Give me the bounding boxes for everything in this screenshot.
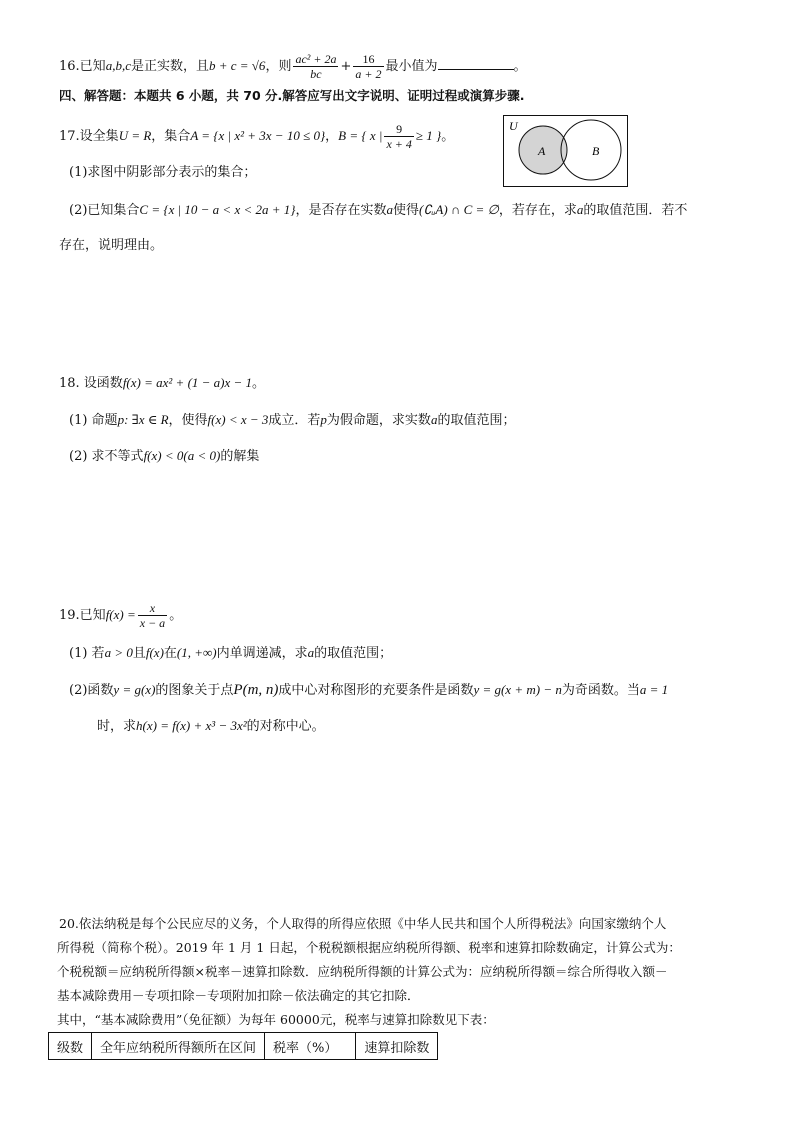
q18-part2 (69, 446, 259, 467)
q20-line-4: 基本减除费用－专项扣除－专项附加扣除－依法确定的其它扣除． (57, 988, 420, 1003)
q16-then: ，则 (265, 59, 292, 74)
answer-blank[interactable] (438, 57, 514, 70)
q17-sep: ， (325, 129, 339, 144)
q16-suffix: 最小值为 (385, 59, 438, 74)
q16-end: 。 (513, 59, 527, 74)
q17-set-a: A = {x | x² + 3x − 10 ≤ 0} (190, 128, 326, 143)
q17-fracB-numerator: 9 (384, 122, 413, 137)
q17-prefix: 17.设全集 (59, 129, 119, 144)
q16-frac2-denominator: a + 2 (355, 67, 382, 81)
q17-var-a: a (386, 202, 393, 217)
q18-line (59, 373, 265, 394)
q19-p2-point: P(m, n) (233, 682, 279, 698)
q17-fracB-denominator: x + 4 (386, 137, 412, 151)
q18-proposition: p: ∃x ∈ R (117, 412, 169, 427)
table-header-row (49, 1033, 438, 1060)
q18-p1-b: ，使得 (168, 413, 208, 428)
q20-line-1: 20.依法纳税是每个公民应尽的义务，个人取得的所得应依照《中华人民共和国个人所得税法》向国家缴纳个人 (59, 916, 667, 931)
q17-end: 。 (441, 129, 455, 144)
q19-p1-b: 且 (132, 646, 146, 661)
q19-p2-g: y = g(x) (113, 682, 156, 697)
q17-part2-b: ，是否存在实数 (295, 203, 387, 218)
table-header-level: 级数 (49, 1033, 92, 1060)
q17-set-b-pre: B = { x | (338, 128, 383, 143)
q19-part1 (69, 643, 392, 664)
q17-part2-e: 的取值范围．若不 (583, 203, 688, 218)
q18-p2-b: 的解集 (220, 449, 260, 464)
venn-diagram (503, 115, 628, 187)
q17-part2-a: (2)已知集合 (69, 203, 140, 218)
q18-p1-a: (1) 命题 (69, 413, 118, 428)
q17-mid: ，集合 (151, 129, 191, 144)
q19-p1-condition: a > 0 (104, 645, 133, 660)
q20-line-5: 其中，“基本减除费用”（免征额）为每年 60000元，税率与速算扣除数见下表： (57, 1012, 495, 1027)
q19-p2-a: (2)函数 (69, 683, 114, 698)
q18-part1 (69, 410, 515, 431)
q19-p1-d: 内单调递减，求 (216, 646, 308, 661)
q16-mid: 是正实数，且 (130, 59, 209, 74)
q19-p2-h: h(x) = f(x) + x³ − 3x² (136, 718, 247, 733)
q19-p2-line2-a: 时，求 (97, 719, 137, 734)
q19-part2-line2 (97, 716, 325, 737)
q19-p1-f: f(x) (145, 645, 164, 660)
q19-p1-var: a (307, 645, 315, 660)
q18-p1-e: 的取值范围； (437, 413, 516, 428)
q16-vars: a,b,c (105, 58, 131, 73)
q16-frac2-numerator: 16 (353, 52, 383, 67)
q17-part2-c: 使得 (392, 203, 419, 218)
venn-label-b: B (592, 144, 600, 158)
q17-line (59, 122, 454, 151)
q16-frac1-denominator: bc (310, 67, 322, 81)
q20-line-3: 个税税额＝应纳税所得额×税率－速算扣除数．应纳税所得额的计算公式为：应纳税所得额＝综合所得收入额－ (57, 964, 668, 979)
section-heading: 四、解答题：本题共 6 小题，共 70 分.解答应写出文字说明、证明过程或演算步骤. (59, 88, 525, 103)
q18-prefix: 18. 设函数 (59, 376, 123, 391)
q18-var-a: a (430, 412, 438, 427)
q19-p1-c: 在 (163, 646, 177, 661)
q19-end: 。 (169, 608, 183, 623)
q19-part2 (69, 680, 668, 701)
table-header-deduction: 速算扣除数 (356, 1033, 438, 1060)
table-header-range: 全年应纳税所得额所在区间 (92, 1033, 265, 1060)
q19-p2-line2-b: 的对称中心。 (246, 719, 325, 734)
q19-p2-c: 成中心对称图形的充要条件是函数 (278, 683, 474, 698)
q17-set-b-fraction (384, 122, 413, 151)
tax-rate-table (48, 1032, 438, 1060)
q19-p2-a1: a = 1 (639, 682, 669, 697)
q16-fraction-2 (353, 52, 383, 81)
table-header-rate: 税率（%） (265, 1033, 356, 1060)
q19-p2-b: 的图象关于点 (155, 683, 234, 698)
q19-p1-e: 的取值范围； (314, 646, 393, 661)
q17-part1: (1)求图中阴影部分表示的集合； (69, 165, 257, 180)
q19-frac-numerator: x (138, 601, 167, 616)
q18-inequality: f(x) < x − 3 (207, 412, 269, 427)
venn-label-u: U (509, 119, 518, 133)
q19-line (59, 600, 182, 631)
q17-condition: (∁ᵤA) ∩ C = ∅ (419, 202, 499, 217)
q17-var-a-2: a (576, 202, 584, 217)
venn-circle-b (561, 120, 621, 180)
q16-frac1-numerator: ac² + 2a (295, 52, 337, 66)
venn-label-a: A (538, 144, 546, 158)
q18-p1-d: 为假命题，求实数 (326, 413, 431, 428)
q16-plus: + (340, 59, 352, 74)
q19-frac-denominator: x − a (139, 616, 166, 630)
q17-part2 (69, 200, 687, 221)
q19-p1-interval: (1, +∞) (176, 645, 217, 660)
q19-p1-a: (1) 若 (69, 646, 105, 661)
q16-condition: b + c = √6 (208, 58, 266, 73)
q18-p1-c: 成立．若 (268, 413, 321, 428)
q19-fraction (138, 601, 167, 630)
q19-prefix: 19.已知 (59, 608, 106, 623)
q17-set-b-post: ≥ 1 } (415, 128, 442, 143)
q20-line-2: 所得税（简称个税）。2019 年 1 月 1 日起，个税税额根据应纳税所得额、税率和速算扣除数确定，计算公式为： (57, 940, 681, 955)
q19-p2-d: 为奇函数。当 (561, 683, 640, 698)
q18-p2-inequality: f(x) < 0(a < 0) (143, 448, 221, 463)
q18-end: 。 (252, 376, 266, 391)
q17-part2-line2: 存在，说明理由。 (59, 238, 164, 253)
q18-var-p: p (320, 412, 327, 427)
q17-set-c: C = {x | 10 − a < x < 2a + 1} (139, 202, 296, 217)
q16-line (59, 52, 527, 81)
q17-universal-set: U = R (118, 128, 152, 143)
q19-p2-g2: y = g(x + m) − n (473, 682, 562, 697)
q17-part2-d: ，若存在，求 (498, 203, 577, 218)
q16-fraction-1 (293, 52, 338, 81)
q19-fx: f(x) = (105, 607, 136, 622)
q18-p2-a: (2) 求不等式 (69, 449, 144, 464)
q16-prefix: 16.已知 (59, 59, 106, 74)
q18-function: f(x) = ax² + (1 − a)x − 1 (122, 375, 253, 390)
